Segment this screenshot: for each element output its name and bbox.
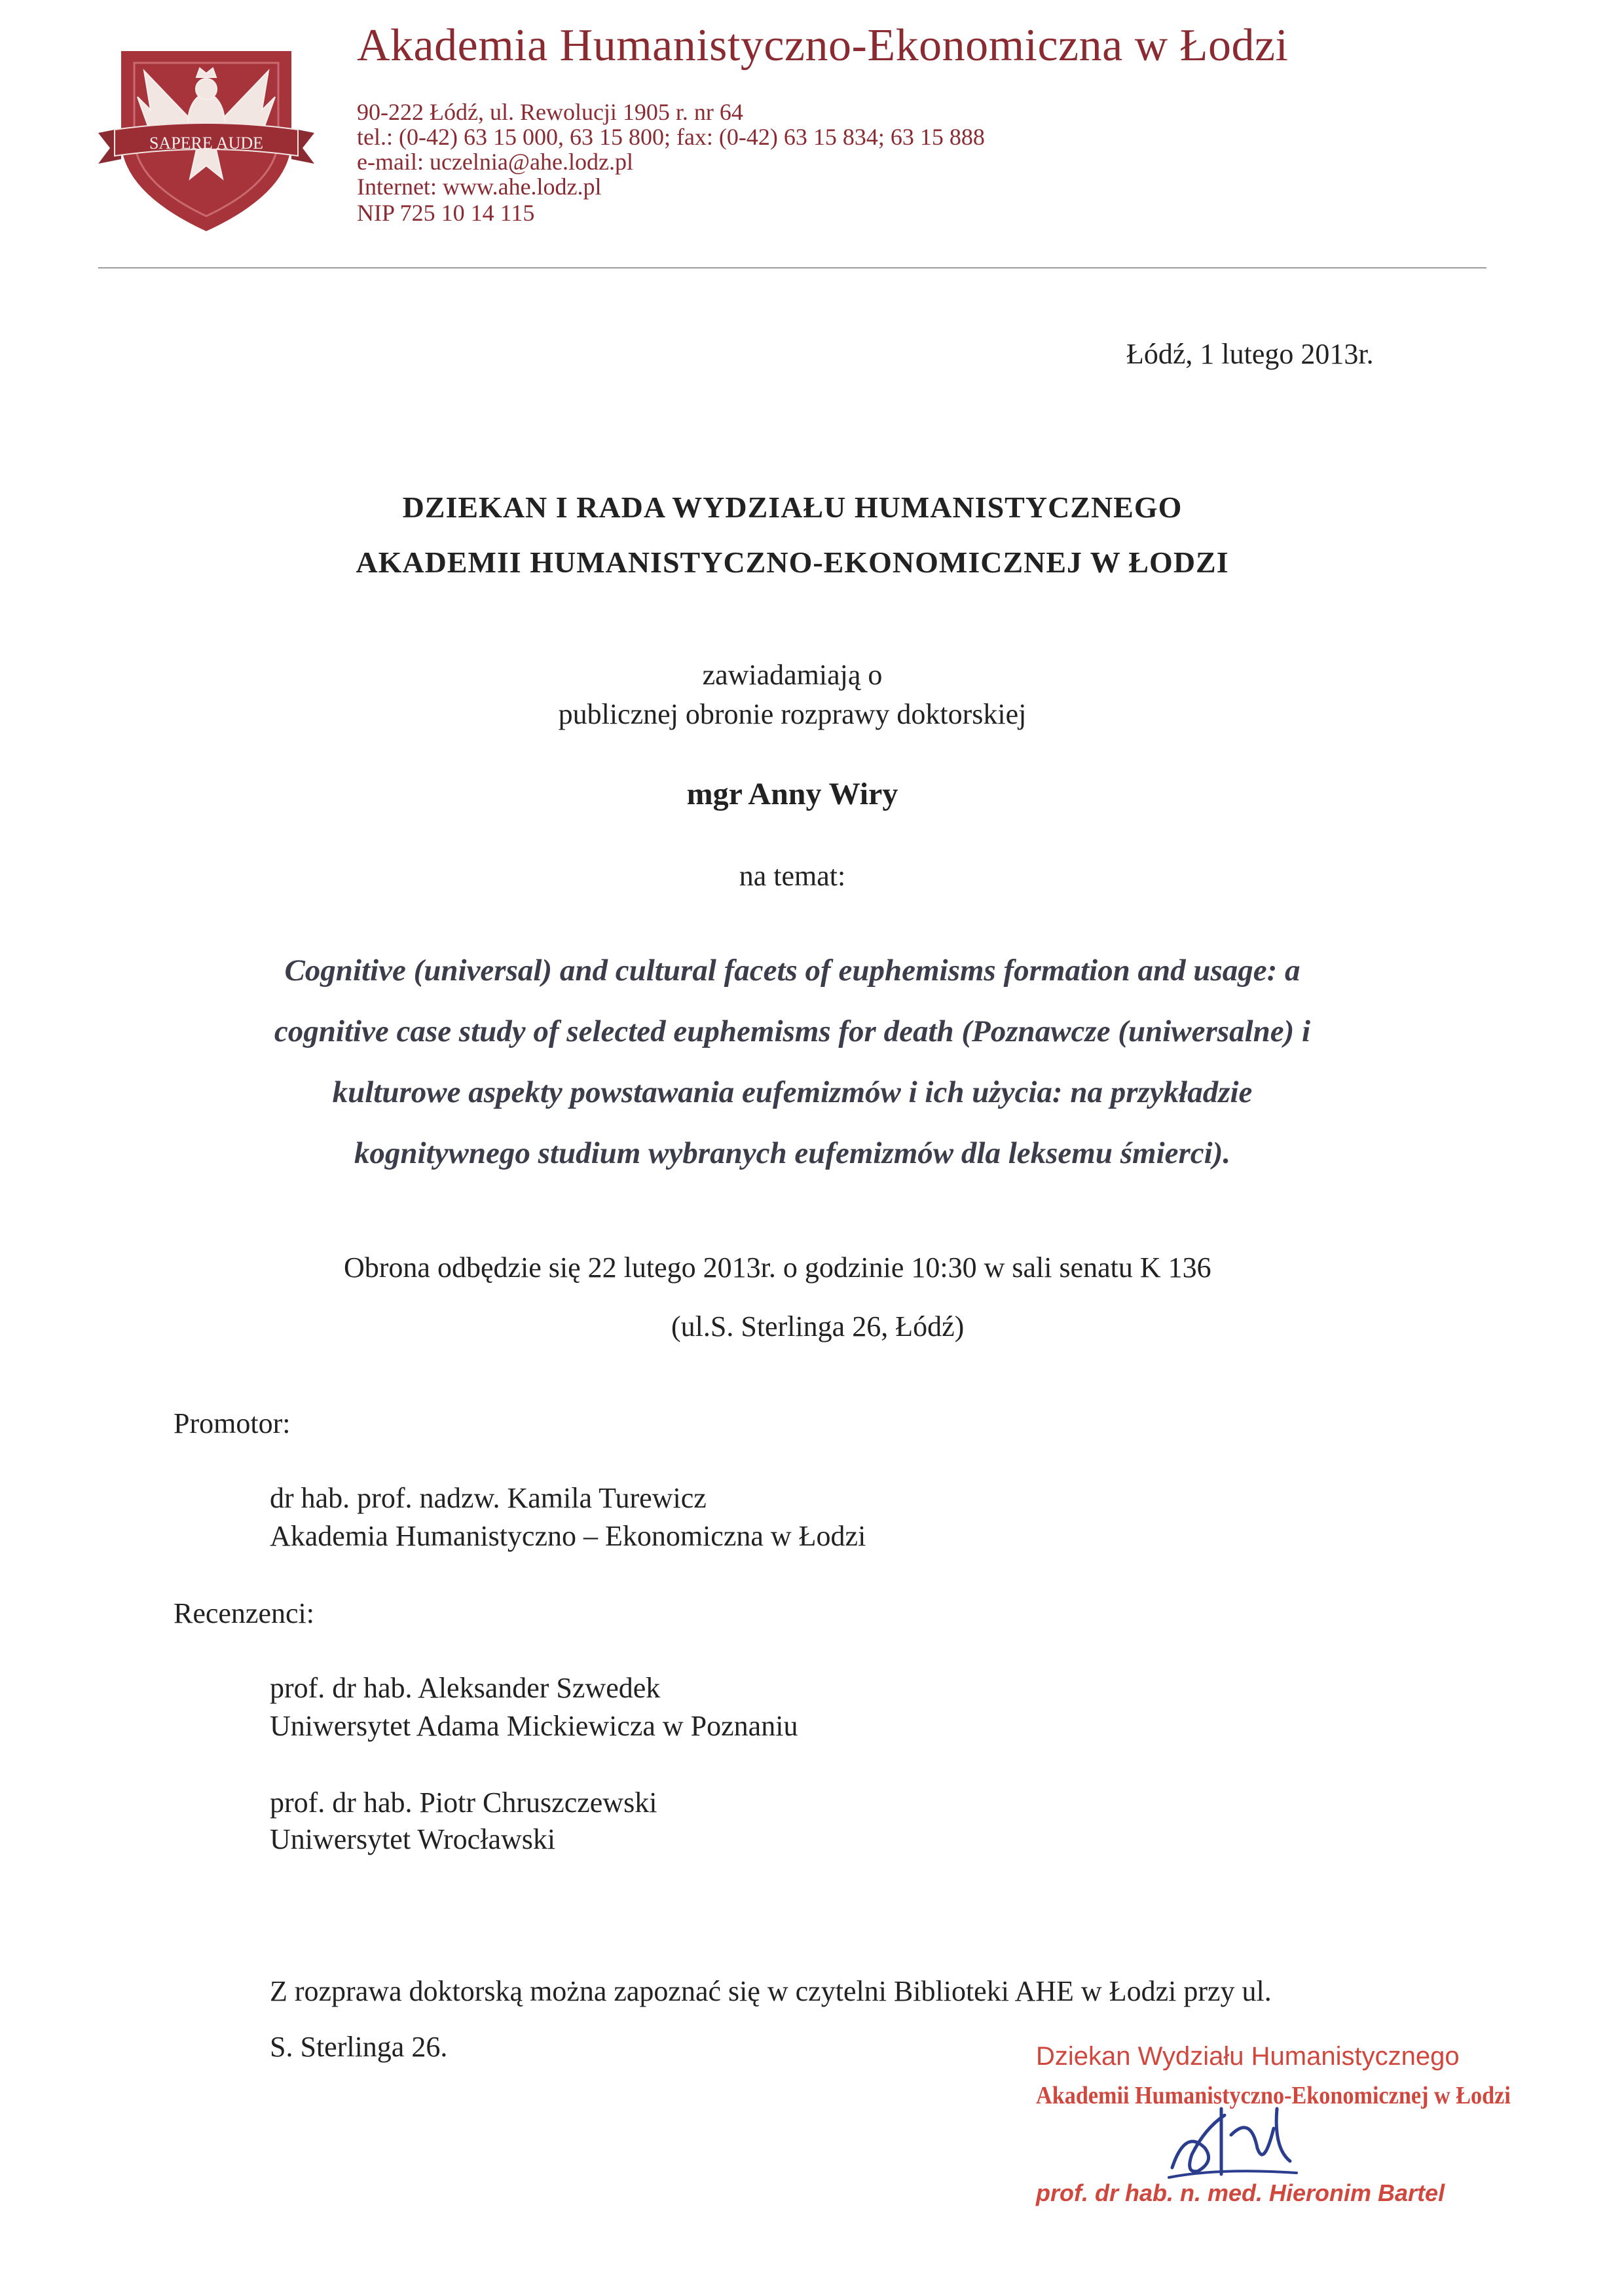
promotor-label: Promotor: bbox=[174, 1407, 291, 1439]
address-line: 90-222 Łódź, ul. Rewolucji 1905 r. nr 64 bbox=[357, 99, 743, 125]
reviewers-label: Recenzenci: bbox=[174, 1597, 314, 1629]
thesis-title-line: cognitive case study of selected euphemisms for death (Poznawcze (uniwersalne) i bbox=[274, 1014, 1311, 1048]
heading-line-1: DZIEKAN I RADA WYDZIAŁU HUMANISTYCZNEGO bbox=[402, 491, 1183, 524]
defense-location: (ul.S. Sterlinga 26, Łódź) bbox=[671, 1310, 965, 1342]
university-crest-logo bbox=[98, 25, 314, 234]
defense-details: Obrona odbędzie się 22 lutego 2013r. o godzinie 10:30 w sali senatu K 136 bbox=[344, 1251, 1211, 1284]
thesis-title-line: kognitywnego studium wybranych eufemizmów dla leksemu śmierci). bbox=[354, 1136, 1231, 1170]
document-date: Łódź, 1 lutego 2013r. bbox=[1126, 338, 1374, 370]
promotor-name: dr hab. prof. nadzw. Kamila Turewicz bbox=[270, 1482, 707, 1514]
website-line[interactable]: Internet: www.ahe.lodz.pl bbox=[357, 174, 602, 200]
intro-line-2: publicznej obronie rozprawy doktorskiej bbox=[558, 698, 1027, 730]
dean-signature bbox=[1159, 2089, 1310, 2187]
stamp-institution: Akademii Humanistyczno-Ekonomicznej w Łodzi bbox=[1036, 2082, 1511, 2109]
tax-id-line: NIP 725 10 14 115 bbox=[357, 200, 535, 226]
heading-line-2: AKADEMII HUMANISTYCZNO-EKONOMICZNEJ W ŁODZI bbox=[356, 546, 1229, 579]
stamp-title: Dziekan Wydziału Humanistycznego bbox=[1036, 2042, 1460, 2071]
phone-line: tel.: (0-42) 63 15 000, 63 15 800; fax: (0-42) 63 15 834; 63 15 888 bbox=[357, 124, 985, 150]
reviewer-affiliation: Uniwersytet Adama Mickiewicza w Poznaniu bbox=[270, 1710, 798, 1742]
thesis-title-line: kulturowe aspekty powstawania eufemizmów i ich użycia: na przykładzie bbox=[332, 1075, 1253, 1109]
reviewer-name: prof. dr hab. Aleksander Szwedek bbox=[270, 1672, 661, 1704]
candidate-name: mgr Anny Wiry bbox=[686, 777, 898, 811]
intro-line-1: zawiadamiają o bbox=[702, 659, 883, 691]
institution-name: Akademia Humanistyczno-Ekonomiczna w Łodzi bbox=[357, 20, 1289, 71]
library-note-line-2: S. Sterlinga 26. bbox=[270, 2031, 448, 2063]
library-note-line-1: Z rozprawa doktorską można zapoznać się w czytelni Biblioteki AHE w Łodzi przy ul. bbox=[270, 1975, 1272, 2007]
promotor-affiliation: Akademia Humanistyczno – Ekonomiczna w Łodzi bbox=[270, 1520, 866, 1552]
thesis-title-line: Cognitive (universal) and cultural facets of euphemisms formation and usage: a bbox=[284, 954, 1301, 988]
topic-label: na temat: bbox=[739, 860, 846, 892]
header-divider bbox=[98, 267, 1486, 268]
stamp-signatory: prof. dr hab. n. med. Hieronim Bartel bbox=[1036, 2179, 1445, 2206]
reviewer-affiliation: Uniwersytet Wrocławski bbox=[270, 1823, 556, 1855]
logo-motto: SAPERE AUDE bbox=[149, 134, 264, 153]
email-line[interactable]: e-mail: uczelnia@ahe.lodz.pl bbox=[357, 149, 633, 175]
reviewer-name: prof. dr hab. Piotr Chruszczewski bbox=[270, 1787, 657, 1819]
